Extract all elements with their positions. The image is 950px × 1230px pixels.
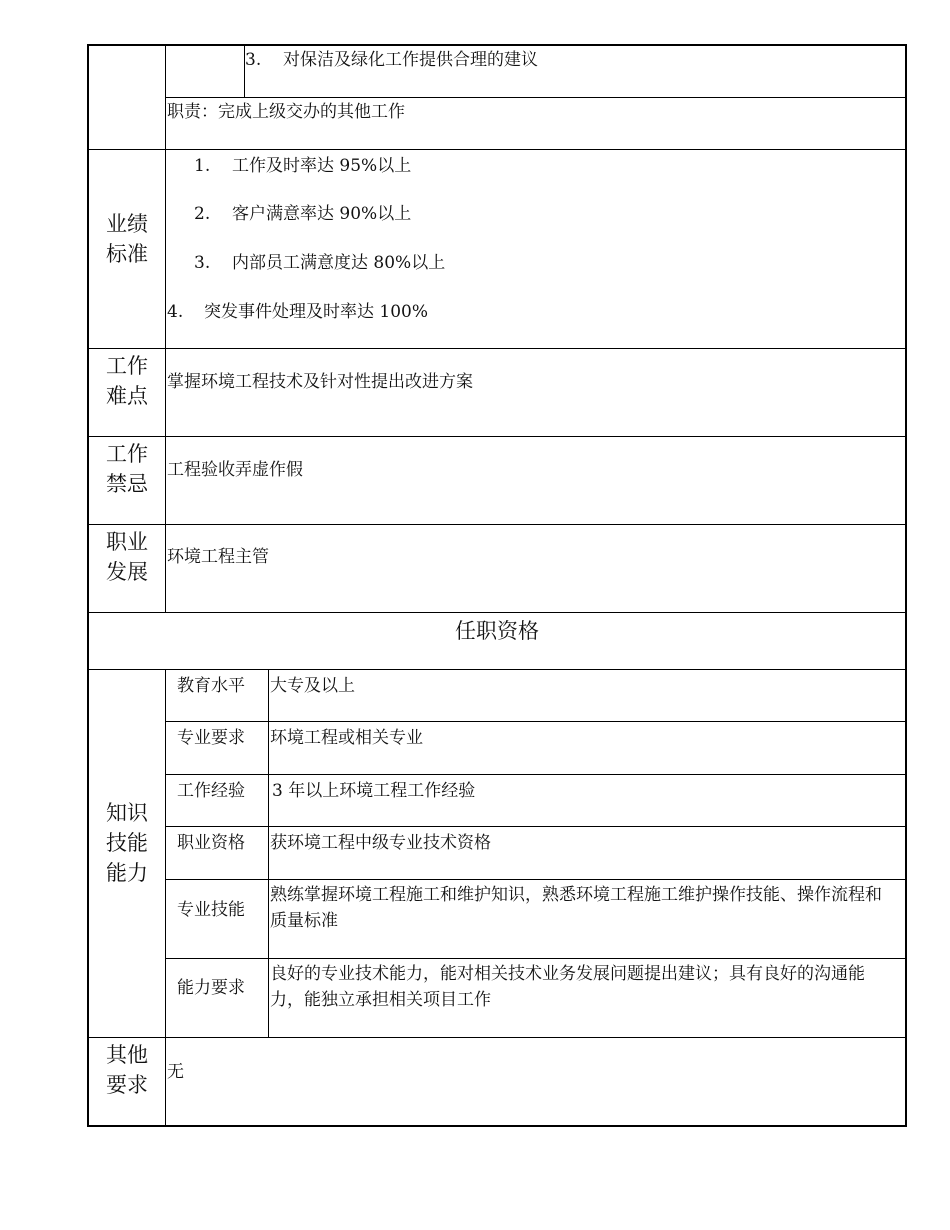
certification-label: 职业资格 [177, 833, 245, 853]
education-value: 大专及以上 [270, 676, 355, 696]
border-top [87, 44, 907, 46]
row-line [165, 958, 906, 959]
career-label: 职业 发展 [106, 530, 148, 584]
list-number: 3. [245, 50, 262, 70]
row-line [87, 149, 906, 150]
major-value: 环境工程或相关专业 [270, 728, 423, 748]
list-number: 2. [194, 204, 211, 224]
list-number: 4. [167, 302, 184, 322]
performance-item: 工作及时率达 95%以上 [232, 156, 412, 176]
row-line [165, 826, 906, 827]
ability-label: 能力要求 [177, 978, 245, 998]
other-label: 其他 要求 [106, 1043, 148, 1097]
list-number: 3. [194, 253, 211, 273]
row-line [165, 879, 906, 880]
knowledge-label: 知识 技能 能力 [106, 801, 148, 885]
skills-value: 熟练掌握环境工程施工和维护知识，熟悉环境工程施工维护操作技能、操作流程和质量标准 [270, 885, 882, 931]
skills-label: 专业技能 [177, 900, 245, 920]
duty-item-text: 对保洁及绿化工作提供合理的建议 [283, 50, 538, 70]
row-line [87, 436, 906, 437]
taboo-text: 工程验收弄虚作假 [167, 460, 303, 480]
difficulty-text: 掌握环境工程技术及针对性提出改进方案 [167, 372, 473, 392]
performance-item: 客户满意率达 90%以上 [232, 204, 412, 224]
certification-value: 获环境工程中级专业技术资格 [270, 833, 491, 853]
row-line [87, 669, 906, 670]
row-line [165, 774, 906, 775]
major-label: 专业要求 [177, 728, 245, 748]
difficulty-label: 工作 难点 [106, 354, 148, 408]
experience-value: 3 年以上环境工程工作经验 [272, 781, 476, 801]
ability-value: 良好的专业技术能力，能对相关技术业务发展问题提出建议；具有良好的沟通能力，能独立承担相关项目工作 [270, 964, 865, 1010]
duty-text: 职责：完成上级交办的其他工作 [167, 102, 405, 122]
career-text: 环境工程主管 [167, 547, 269, 567]
row-line [165, 721, 906, 722]
row-line [87, 612, 906, 613]
performance-item: 内部员工满意度达 80%以上 [232, 253, 446, 273]
sub-label-divider [268, 669, 269, 1038]
education-label: 教育水平 [177, 676, 245, 696]
performance-label: 业绩 标准 [106, 212, 148, 266]
row-line [87, 1037, 906, 1038]
taboo-label: 工作 禁忌 [106, 442, 148, 496]
performance-item: 突发事件处理及时率达 100% [204, 302, 429, 322]
section-title: 任职资格 [455, 619, 539, 643]
list-number: 1. [194, 156, 211, 176]
row-line [87, 524, 906, 525]
row-line [165, 97, 906, 98]
other-text: 无 [167, 1062, 184, 1082]
experience-label: 工作经验 [177, 781, 245, 801]
border-right [905, 44, 907, 1127]
row-line [87, 348, 906, 349]
border-bottom [87, 1125, 907, 1127]
